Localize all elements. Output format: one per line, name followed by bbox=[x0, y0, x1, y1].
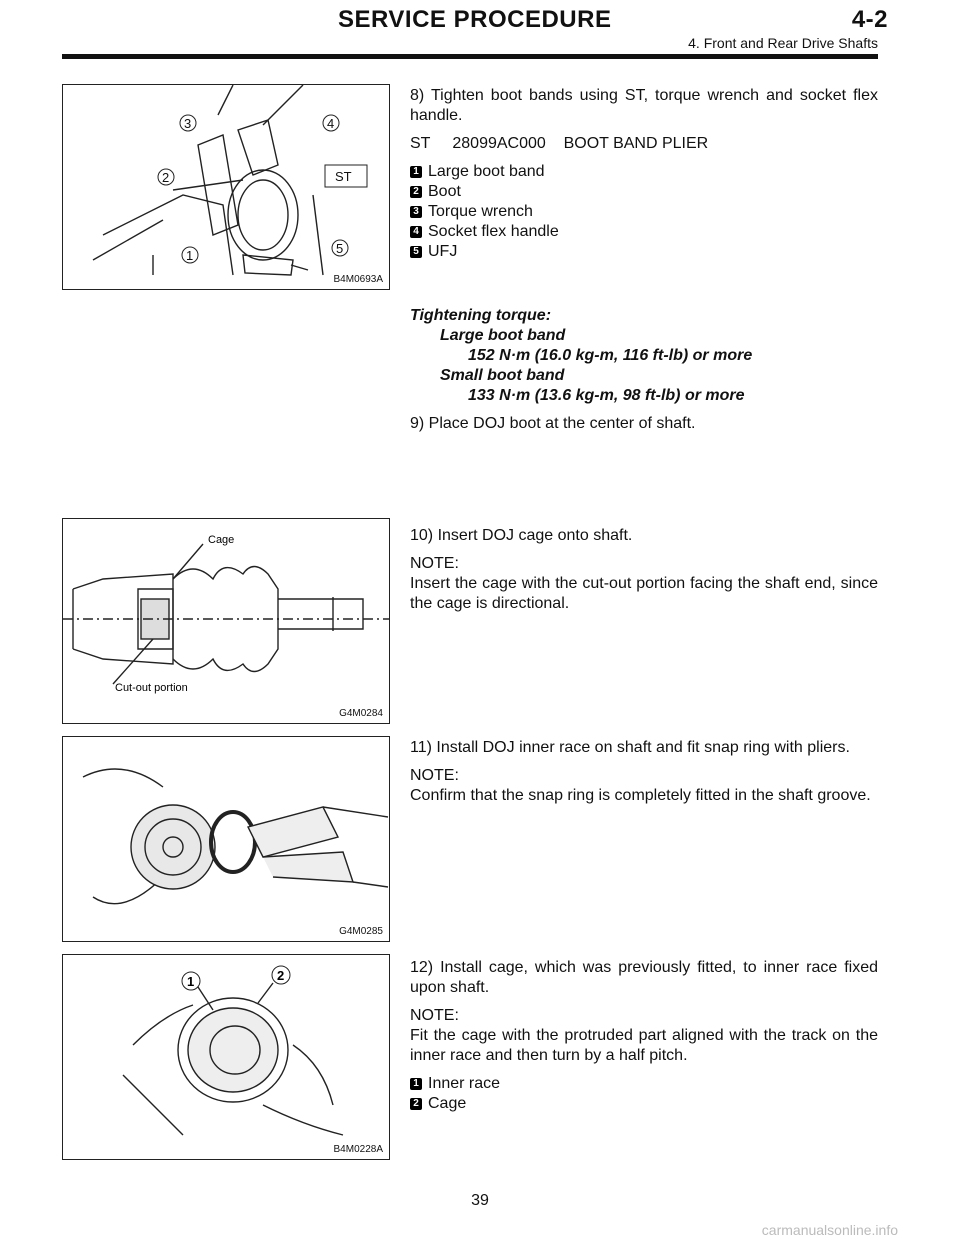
callout-1: 1 bbox=[186, 248, 194, 263]
figure-id: G4M0284 bbox=[339, 708, 383, 719]
cage-inner-race-illustration bbox=[63, 955, 389, 1159]
figure-doj-cage bbox=[62, 518, 390, 724]
figure-id: B4M0693A bbox=[333, 274, 383, 285]
section-number: 4-2 bbox=[851, 6, 888, 33]
number-badge: 4 bbox=[410, 226, 422, 238]
page-header-subtitle: 4. Front and Rear Drive Shafts bbox=[688, 35, 878, 51]
list-item bbox=[410, 1094, 878, 1114]
step-9-text: 9) Place DOJ boot at the center of shaft. bbox=[410, 415, 696, 432]
st-line: ST 28099AC000 BOOT BAND PLIER bbox=[410, 135, 709, 152]
list-item bbox=[410, 242, 878, 262]
torque-small-label: Small boot band bbox=[440, 367, 565, 384]
list-item bbox=[410, 182, 878, 202]
number-badge: 1 bbox=[410, 1078, 422, 1090]
list-item bbox=[410, 1074, 878, 1094]
callout-st: ST bbox=[335, 169, 352, 184]
torque-block bbox=[410, 306, 878, 442]
figure-id: G4M0285 bbox=[339, 926, 383, 937]
boot-band-plier-illustration bbox=[63, 85, 389, 289]
item-label: Socket flex handle bbox=[428, 223, 559, 240]
number-badge: 5 bbox=[410, 246, 422, 258]
callout-2: 2 bbox=[277, 968, 285, 983]
note-label: NOTE: bbox=[410, 555, 459, 572]
step-8-text: 8) Tighten boot bands using ST, torque wrench and socket flex handle. bbox=[410, 87, 878, 124]
label-cage: Cage bbox=[208, 534, 235, 546]
callout-4: 4 bbox=[327, 116, 335, 131]
step-8-block bbox=[410, 86, 878, 262]
step-12-text: 12) Install cage, which was previously fitted, to inner race fixed upon shaft. bbox=[410, 959, 878, 996]
figure-cage-inner-race bbox=[62, 954, 390, 1160]
number-badge: 3 bbox=[410, 206, 422, 218]
watermark: carmanualsonline.info bbox=[761, 1222, 898, 1238]
list-item bbox=[410, 162, 878, 182]
step-10-block bbox=[410, 526, 878, 622]
step-11-text: 11) Install DOJ inner race on shaft and fit snap ring with pliers. bbox=[410, 739, 850, 756]
note-label: NOTE: bbox=[410, 1007, 459, 1024]
step-11-block bbox=[410, 738, 878, 814]
callout-2: 2 bbox=[162, 170, 170, 185]
step-10-text: 10) Insert DOJ cage onto shaft. bbox=[410, 527, 633, 544]
list-item bbox=[410, 202, 878, 222]
step-12-block bbox=[410, 958, 878, 1114]
doj-cage-illustration bbox=[63, 519, 389, 723]
page-header-title: SERVICE PROCEDURE bbox=[338, 6, 612, 33]
item-label: Boot bbox=[428, 183, 461, 200]
item-label: Inner race bbox=[428, 1075, 501, 1092]
header-rule bbox=[62, 54, 878, 59]
note-label: NOTE: bbox=[410, 767, 459, 784]
figure-boot-band-plier bbox=[62, 84, 390, 290]
page-number: 39 bbox=[471, 1192, 489, 1209]
step-12-note: Fit the cage with the protruded part aligned with the track on the inner race and then turn by a half pitch. bbox=[410, 1027, 878, 1064]
torque-small-value: 133 N·m (13.6 kg-m, 98 ft-lb) or more bbox=[468, 387, 745, 404]
number-badge: 2 bbox=[410, 1098, 422, 1110]
item-label: Large boot band bbox=[428, 163, 545, 180]
label-cut-out: Cut-out portion bbox=[115, 682, 188, 694]
callout-1: 1 bbox=[187, 974, 195, 989]
step-11-note: Confirm that the snap ring is completely fitted in the shaft groove. bbox=[410, 787, 871, 804]
torque-heading: Tightening torque: bbox=[410, 307, 552, 324]
number-badge: 2 bbox=[410, 186, 422, 198]
torque-large-label: Large boot band bbox=[440, 327, 566, 344]
number-badge: 1 bbox=[410, 166, 422, 178]
item-label: Torque wrench bbox=[428, 203, 533, 220]
figure-id: B4M0228A bbox=[333, 1144, 383, 1155]
list-item bbox=[410, 222, 878, 242]
callout-3: 3 bbox=[184, 116, 192, 131]
step-10-note: Insert the cage with the cut-out portion facing the shaft end, since the cage is directional. bbox=[410, 575, 878, 612]
callout-5: 5 bbox=[336, 241, 344, 256]
item-label: Cage bbox=[428, 1095, 467, 1112]
torque-large-value: 152 N·m (16.0 kg-m, 116 ft-lb) or more bbox=[468, 347, 753, 364]
snap-ring-illustration bbox=[63, 737, 389, 941]
item-label: UFJ bbox=[428, 243, 458, 260]
figure-snap-ring bbox=[62, 736, 390, 942]
